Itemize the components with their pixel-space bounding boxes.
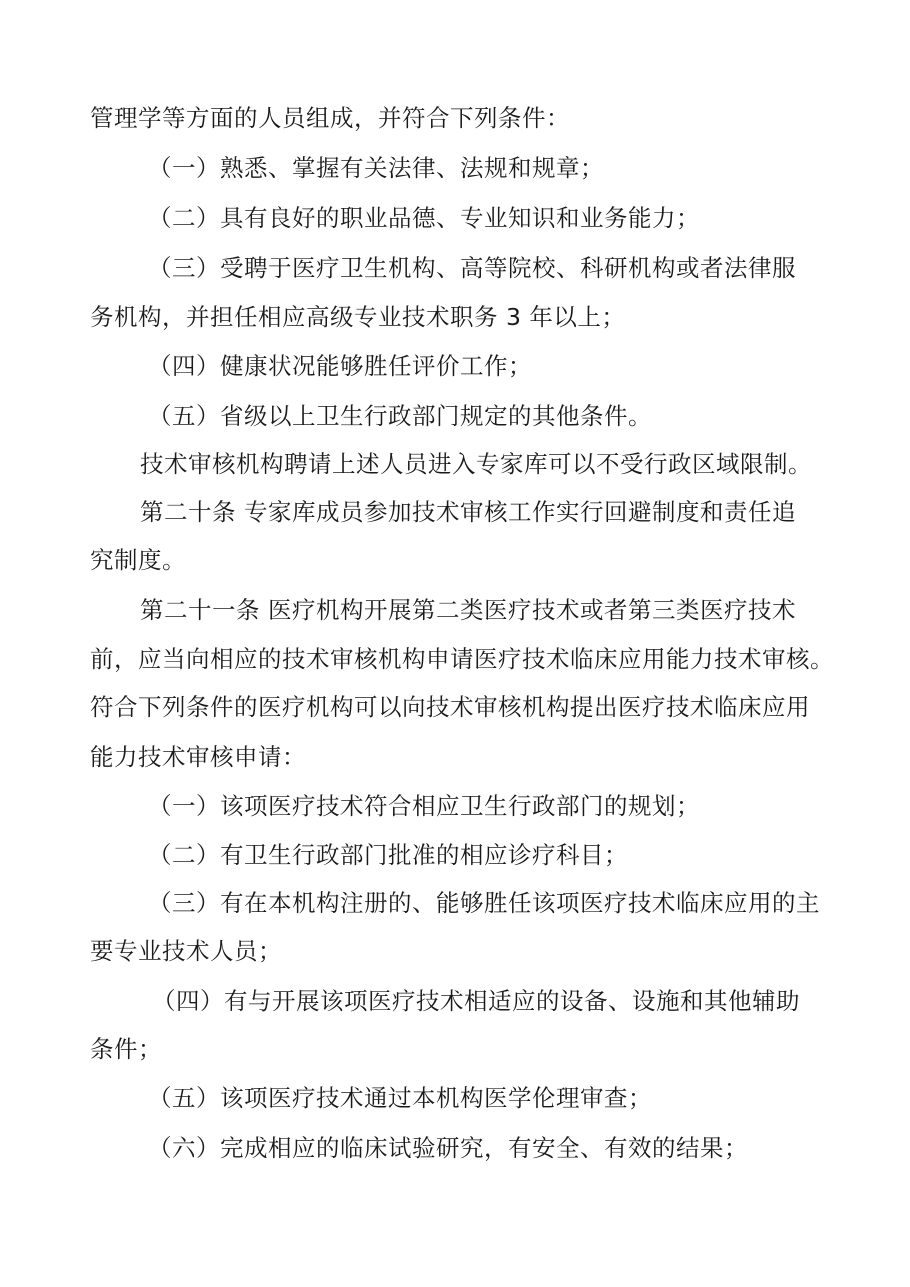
text-line: 符合下列条件的医疗机构可以向技术审核机构提出医疗技术临床应用 — [90, 693, 810, 721]
text-line: （六）完成相应的临床试验研究，有安全、有效的结果； — [148, 1134, 748, 1162]
text-line: （五）省级以上卫生行政部门规定的其他条件。 — [148, 402, 652, 430]
text-line: 第二十条 专家库成员参加技术审核工作实行回避制度和责任追 — [140, 498, 796, 526]
text-line: 要专业技术人员； — [90, 937, 282, 965]
text-line: （三）受聘于医疗卫生机构、高等院校、科研机构或者法律服 — [148, 254, 796, 282]
text-line: （二）具有良好的职业品德、专业知识和业务能力； — [148, 204, 700, 232]
text-line: （二）有卫生行政部门批准的相应诊疗科目； — [148, 841, 628, 869]
text-line: 第二十一条 医疗机构开展第二类医疗技术或者第三类医疗技术 — [140, 596, 796, 624]
text-line: （四）健康状况能够胜任评价工作； — [148, 352, 532, 380]
text-line: （三）有在本机构注册的、能够胜任该项医疗技术临床应用的主 — [148, 889, 820, 917]
text-line: 务机构，并担任相应高级专业技术职务 3 年以上； — [90, 303, 626, 331]
text-line: 管理学等方面的人员组成，并符合下列条件： — [90, 104, 570, 132]
text-line: 前，应当向相应的技术审核机构申请医疗技术临床应用能力技术审核。 — [90, 645, 834, 673]
text-line: （五）该项医疗技术通过本机构医学伦理审查； — [148, 1084, 652, 1112]
text-line: 究制度。 — [90, 546, 186, 574]
text-line: 技术审核机构聘请上述人员进入专家库可以不受行政区域限制。 — [140, 450, 812, 478]
text-line: 条件； — [90, 1035, 162, 1063]
text-line: （一）熟悉、掌握有关法律、法规和规章； — [148, 154, 604, 182]
text-line: （一）该项医疗技术符合相应卫生行政部门的规划； — [148, 792, 700, 820]
text-line: 能力技术审核申请： — [90, 743, 306, 771]
text-line: （四）有与开展该项医疗技术相适应的设备、设施和其他辅助 — [152, 987, 800, 1015]
